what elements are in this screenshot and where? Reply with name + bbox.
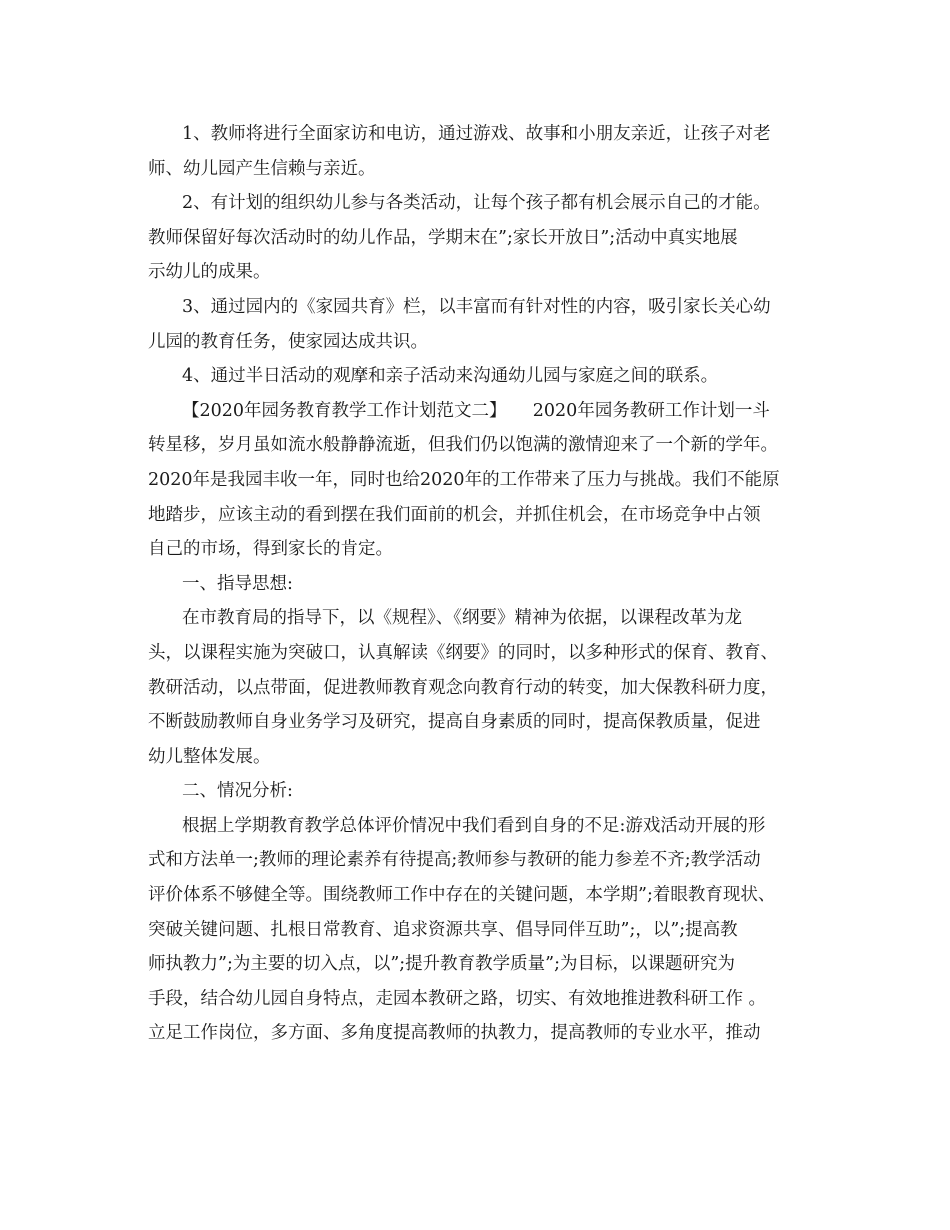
text-line: 在市教育局的指导下，以《规程》、《纲要》精神为依据，以课程改革为龙 xyxy=(182,608,742,629)
text-line: 2、有计划的组织幼儿参与各类活动，让每个孩子都有机会展示自己的才能。 xyxy=(182,193,771,214)
text-line: 不断鼓励教师自身业务学习及研究，提高自身素质的同时，提高保教质量，促进 xyxy=(148,712,761,733)
text-line: 一、指导思想: xyxy=(182,573,293,594)
text-line: 根据上学期教育教学总体评价情况中我们看到自身的不足:游戏活动开展的形 xyxy=(182,815,766,836)
text-line: 教研活动，以点带面，促进教师教育观念向教育行动的转变，加大保教科研力度， xyxy=(148,677,778,698)
text-line: 幼儿整体发展。 xyxy=(148,746,271,767)
text-line: 评价体系不够健全等。围绕教师工作中存在的关键问题，本学期”;着眼教育现状、 xyxy=(148,885,776,906)
text-line: 式和方法单一;教师的理论素养有待提高;教师参与教研的能力参差不齐;教学活动 xyxy=(148,850,761,871)
text-line: 4、通过半日活动的观摩和亲子活动来沟通幼儿园与家庭之间的联系。 xyxy=(182,366,719,387)
text-line: 师执教力”;为主要的切入点，以”;提升教育教学质量”;为目标，以课题研究为 xyxy=(148,954,736,975)
text-line: 1、教师将进行全面家访和电访，通过游戏、故事和小朋友亲近，让孩子对老 xyxy=(182,124,771,144)
text-line: 儿园的教育任务，使家园达成共识。 xyxy=(148,331,428,352)
text-line: 地踏步，应该主动的看到摆在我们面前的机会，并抓住机会，在市场竞争中占领 xyxy=(148,504,761,525)
text-line: 示幼儿的成果。 xyxy=(148,262,271,283)
text-line: 教师保留好每次活动时的幼儿作品，学期末在”;家长开放日”;活动中真实地展 xyxy=(148,227,738,248)
text-line: 突破关键问题、扎根日常教育、追求资源共享、倡导同伴互助”;，以”;提高教 xyxy=(148,919,738,940)
text-line: 3、通过园内的《家园共育》栏，以丰富而有针对性的内容，吸引家长关心幼 xyxy=(182,296,771,317)
text-line: 手段，结合幼儿园自身特点，走园本教研之路，切实、有效地推进教科研工作 。 xyxy=(148,988,767,1009)
text-line: 立足工作岗位，多方面、多角度提高教师的执教力，提高教师的专业水平，推动 xyxy=(148,1023,761,1044)
text-line: 2020年是我园丰收一年，同时也给2020年的工作带来了压力与挑战。我们不能原 xyxy=(148,469,780,490)
document-body xyxy=(148,117,828,1051)
text-line: 二、情况分析: xyxy=(182,781,293,802)
text-line: 头，以课程实施为突破口，认真解读《纲要》的同时，以多种形式的保育、教育、 xyxy=(148,642,778,663)
text-line: 转星移，岁月虽如流水般静静流逝，但我们仍以饱满的激情迎来了一个新的学年。 xyxy=(148,435,778,456)
text-line: 【2020年园务教育教学工作计划范文二】 2020年园务教研工作计划一斗 xyxy=(182,400,770,421)
text-line: 自己的市场，得到家长的肯定。 xyxy=(148,539,393,560)
text-line: 师、幼儿园产生信赖与亲近。 xyxy=(148,158,376,179)
